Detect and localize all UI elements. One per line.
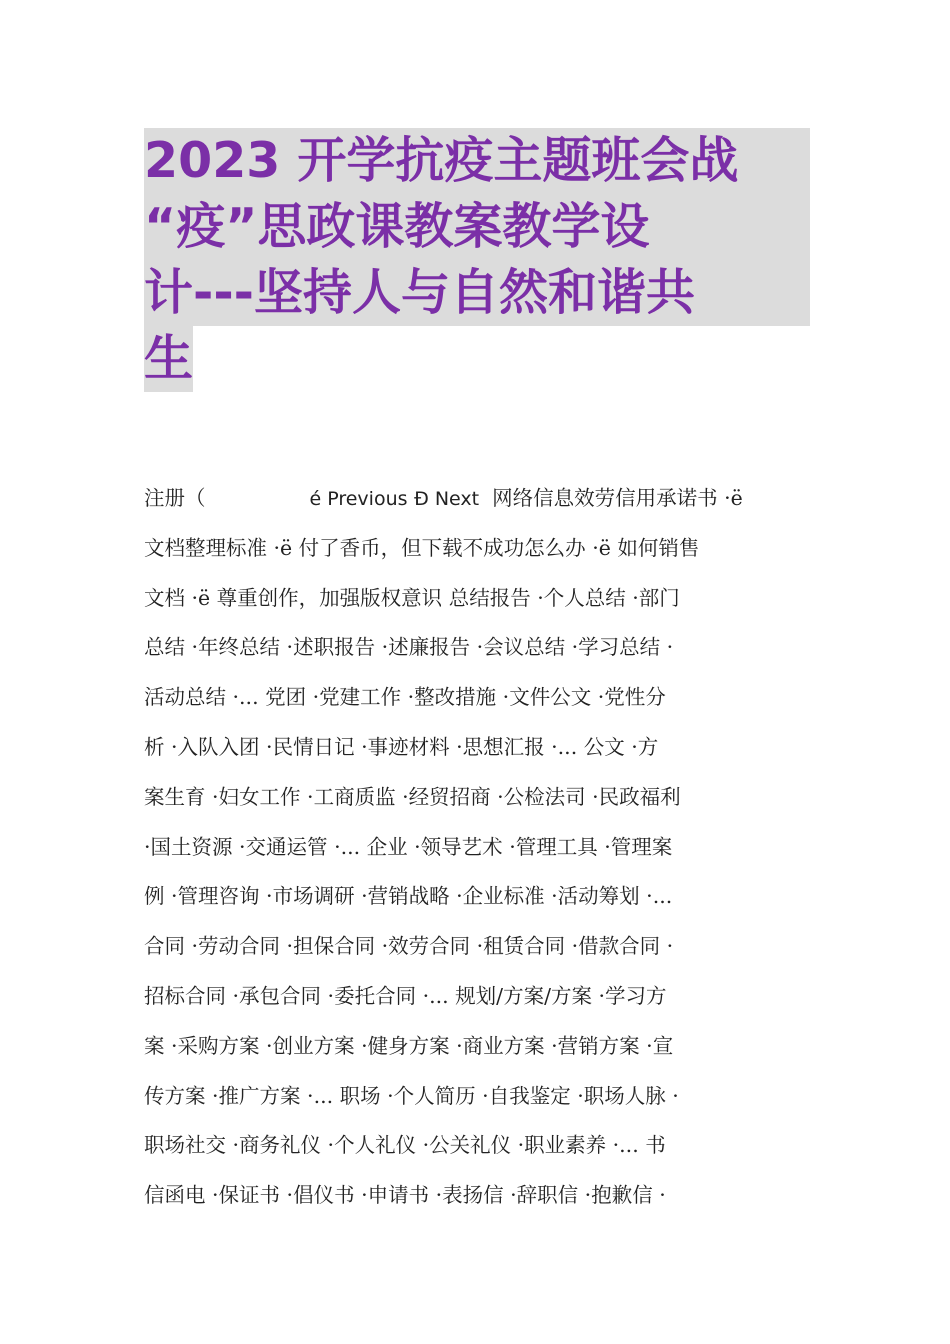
first-line-text: 网络信息效劳信用承诺书 ·ë: [492, 486, 743, 510]
register-label: 注册（: [144, 486, 206, 510]
document-body: [144, 474, 810, 1221]
next-link[interactable]: Ð Next: [414, 488, 480, 510]
body-line: 案 ·采购方案 ·创业方案 ·健身方案 ·商业方案 ·营销方案 ·宣: [144, 1033, 674, 1058]
body-line: 文档整理标准 ·ë 付了香币，但下载不成功怎么办 ·ë 如何销售: [144, 535, 700, 560]
body-line: 析 ·入队入团 ·民情日记 ·事迹材料 ·思想汇报 ·... 公文 ·方: [144, 734, 659, 759]
body-line: 案生育 ·妇女工作 ·工商质监 ·经贸招商 ·公检法司 ·民政福利: [144, 784, 681, 809]
document-title: [144, 128, 810, 392]
body-line: ·国土资源 ·交通运管 ·... 企业 ·领导艺术 ·管理工具 ·管理案: [144, 834, 673, 859]
body-line-first: [144, 474, 810, 524]
title-line-3: 计---坚持人与自然和谐共: [144, 260, 810, 326]
body-line: 传方案 ·推广方案 ·... 职场 ·个人简历 ·自我鉴定 ·职场人脉 ·: [144, 1083, 679, 1108]
body-line: 信函电 ·保证书 ·倡仪书 ·申请书 ·表扬信 ·辞职信 ·抱歉信 ·: [144, 1183, 666, 1208]
title-line-2: “疫”思政课教案教学设: [144, 194, 810, 260]
body-line: 总结 ·年终总结 ·述职报告 ·述廉报告 ·会议总结 ·学习总结 ·: [144, 635, 674, 660]
title-line-1: 2023 开学抗疫主题班会战: [144, 128, 810, 194]
body-line: 文档 ·ë 尊重创作，加强版权意识 总结报告 ·个人总结 ·部门: [144, 585, 680, 610]
body-line: 合同 ·劳动合同 ·担保合同 ·效劳合同 ·租赁合同 ·借款合同 ·: [144, 934, 674, 959]
body-line: 例 ·管理咨询 ·市场调研 ·营销战略 ·企业标准 ·活动筹划 ·...: [144, 884, 673, 909]
body-line: 活动总结 ·... 党团 ·党建工作 ·整改措施 ·文件公文 ·党性分: [144, 685, 666, 710]
body-line: 职场社交 ·商务礼仪 ·个人礼仪 ·公关礼仪 ·职业素养 ·... 书: [144, 1133, 666, 1158]
title-line-4: 生: [144, 326, 193, 392]
body-line: 招标合同 ·承包合同 ·委托合同 ·... 规划/方案/方案 ·学习方: [144, 983, 667, 1008]
previous-link[interactable]: é Previous: [309, 488, 408, 510]
